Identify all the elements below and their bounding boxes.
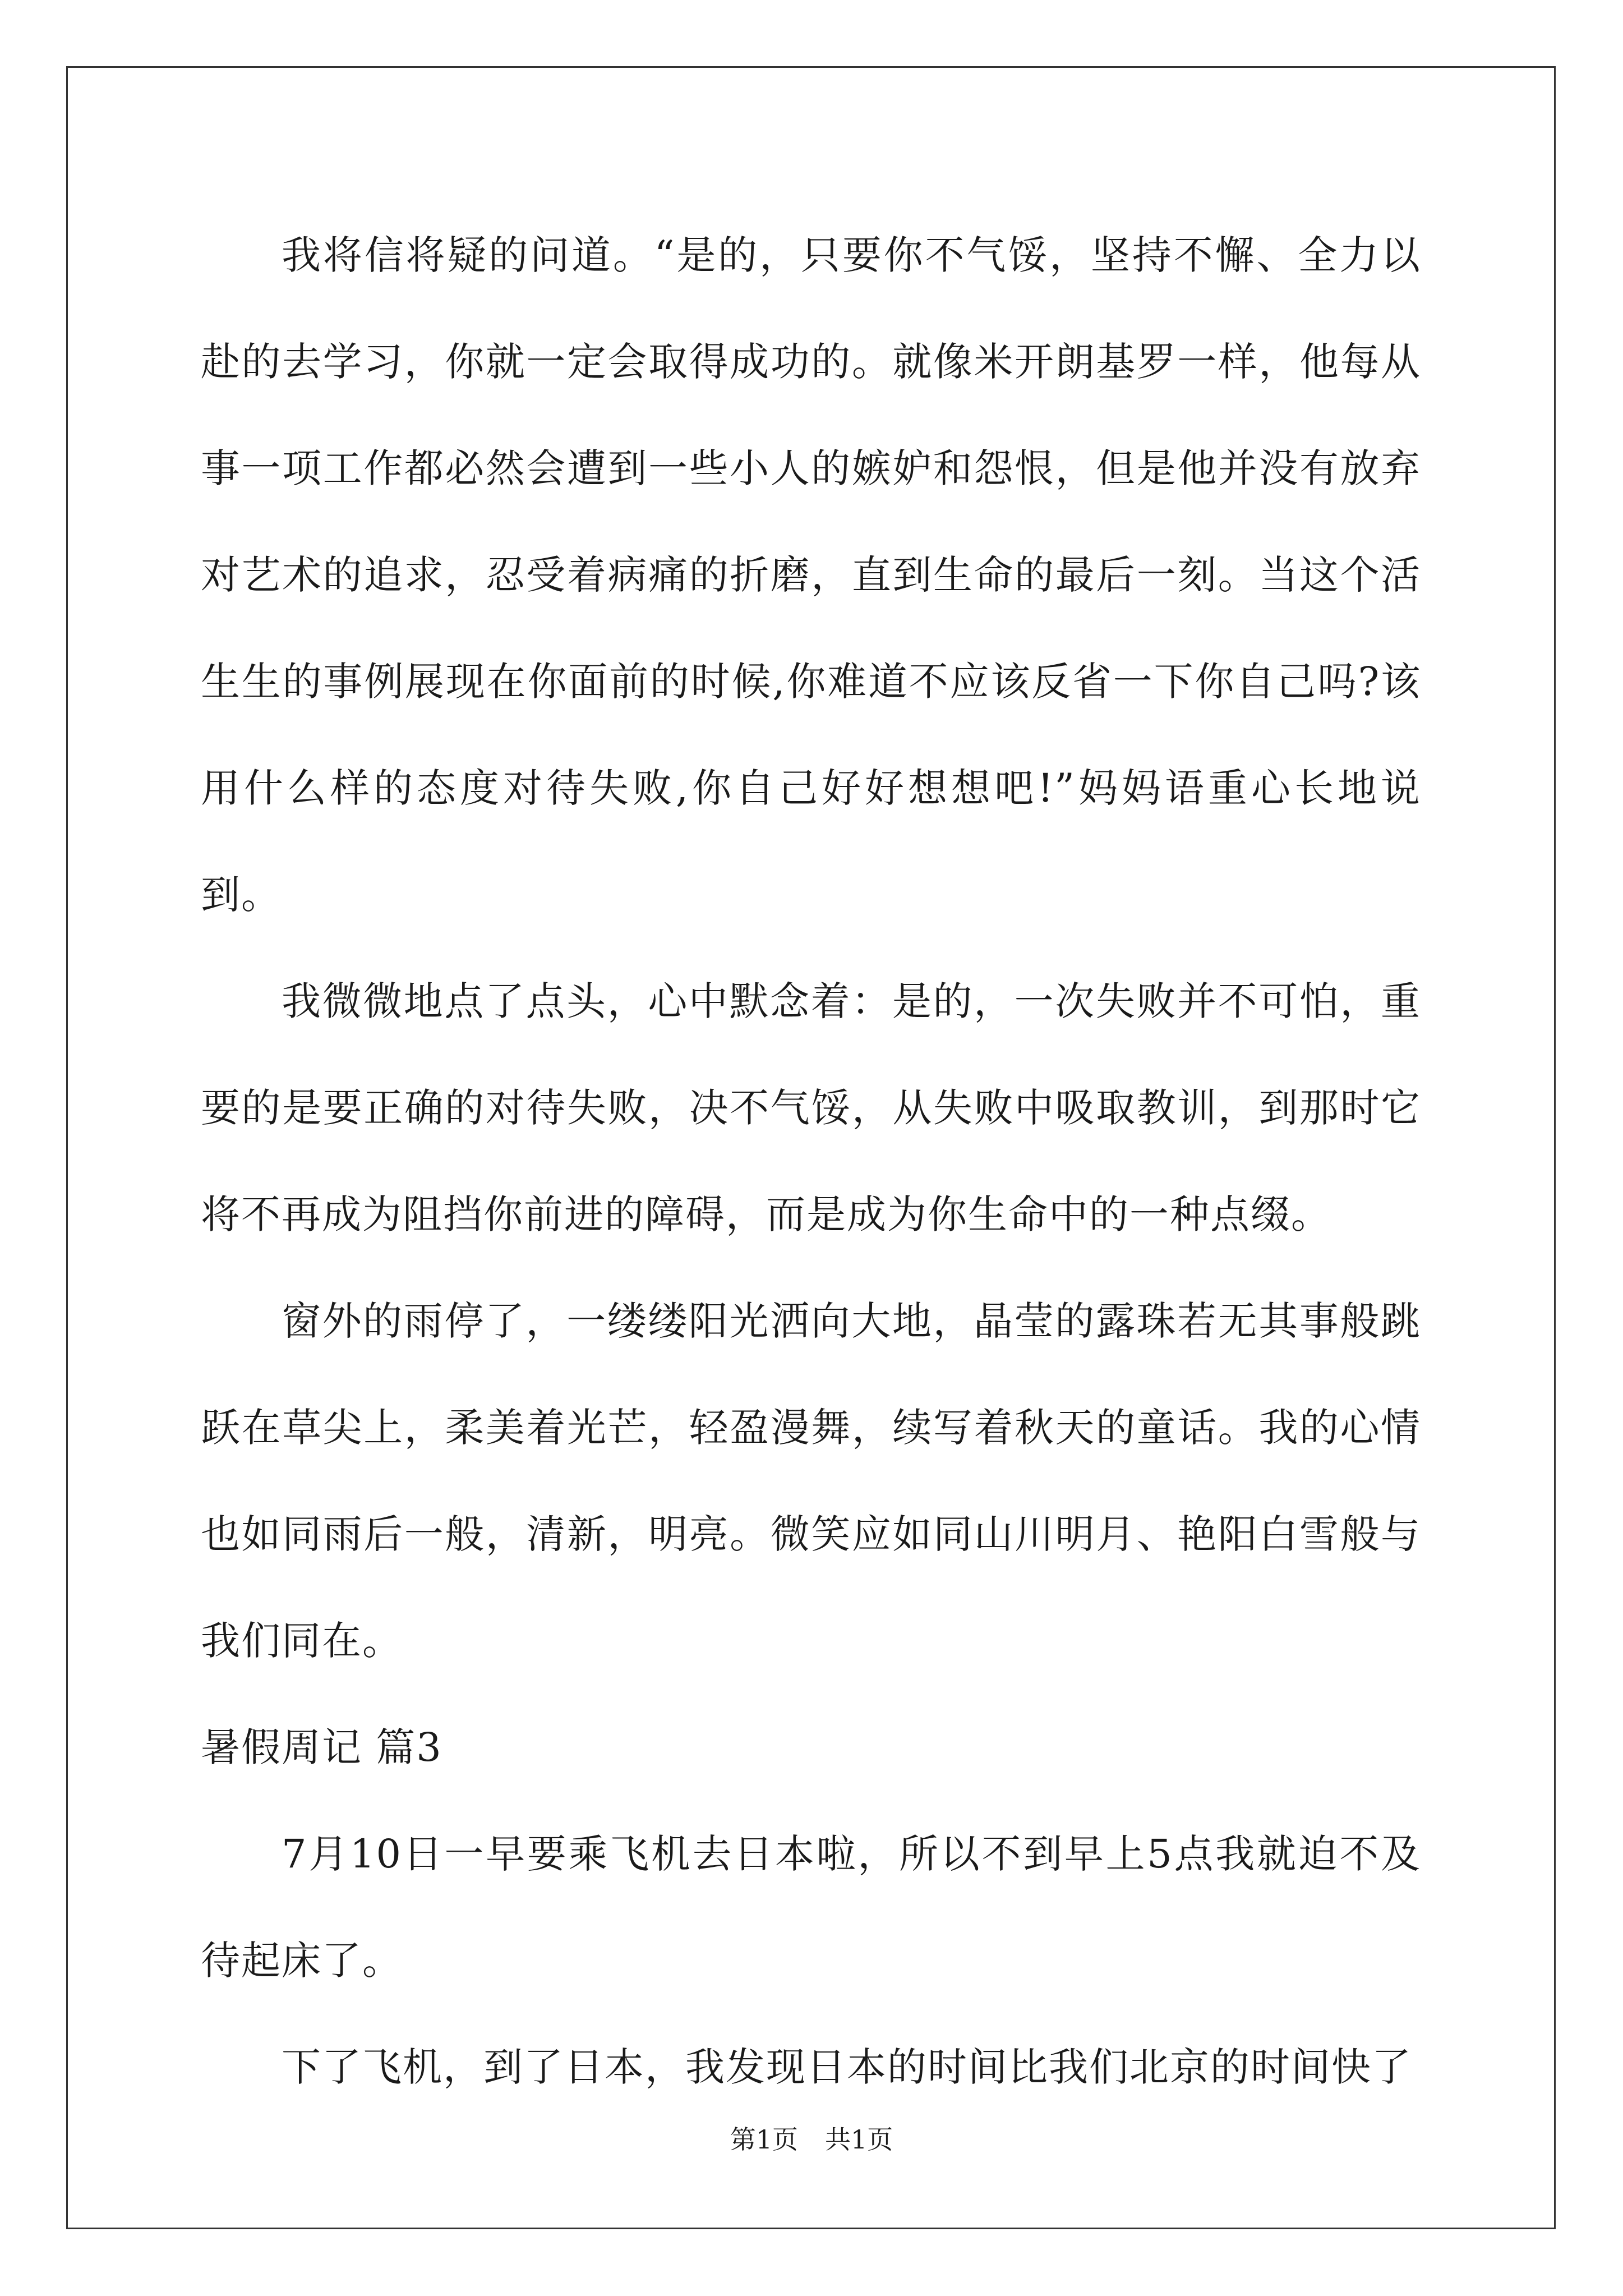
paragraph: 窗外的雨停了，一缕缕阳光洒向大地，晶莹的露珠若无其事般跳跃在草尖上，柔美着光芒，轻盈漫舞，续写着秋天的童话。我的心情也如同雨后一般，清新，明亮。微笑应如同山川明月、艳阳白雪般与我们同在。 [201, 1298, 1421, 1664]
page-number: 第1页 [730, 2124, 798, 2155]
paragraph: 下了飞机，到了日本，我发现日本的时间比我们北京的时间快了 [282, 2044, 1412, 2090]
page-total: 共1页 [825, 2124, 893, 2155]
paragraph: 我微微地点了点头，心中默念着：是的，一次失败并不可怕，重要的是要正确的对待失败，决不气馁，从失败中吸取教训，到那时它将不再成为阻挡你前进的障碍，而是成为你生命中的一种点缀。 [201, 978, 1421, 1237]
page-footer [0, 2123, 1623, 2156]
document-body [201, 202, 1421, 2120]
paragraph: 我将信将疑的问道。“是的，只要你不气馁，坚持不懈、全力以赴的去学习，你就一定会取得成功的。就像米开朗基罗一样，他每从事一项工作都必然会遭到一些小人的嫉妒和怨恨，但是他并没有放弃对艺术的追求，忍受着病痛的折磨，直到生命的最后一刻。当这个活生生的事例展现在你面前的时候,你难道不应该反省一下你自己吗?该用什么样的态度对待失败,你自己好好想想吧!”妈妈语重心长地说到。 [201, 232, 1421, 918]
section-heading: 暑假周记 篇3 [201, 1724, 442, 1770]
paragraph: 7月10日一早要乘飞机去日本啦，所以不到早上5点我就迫不及待起床了。 [201, 1831, 1421, 1984]
